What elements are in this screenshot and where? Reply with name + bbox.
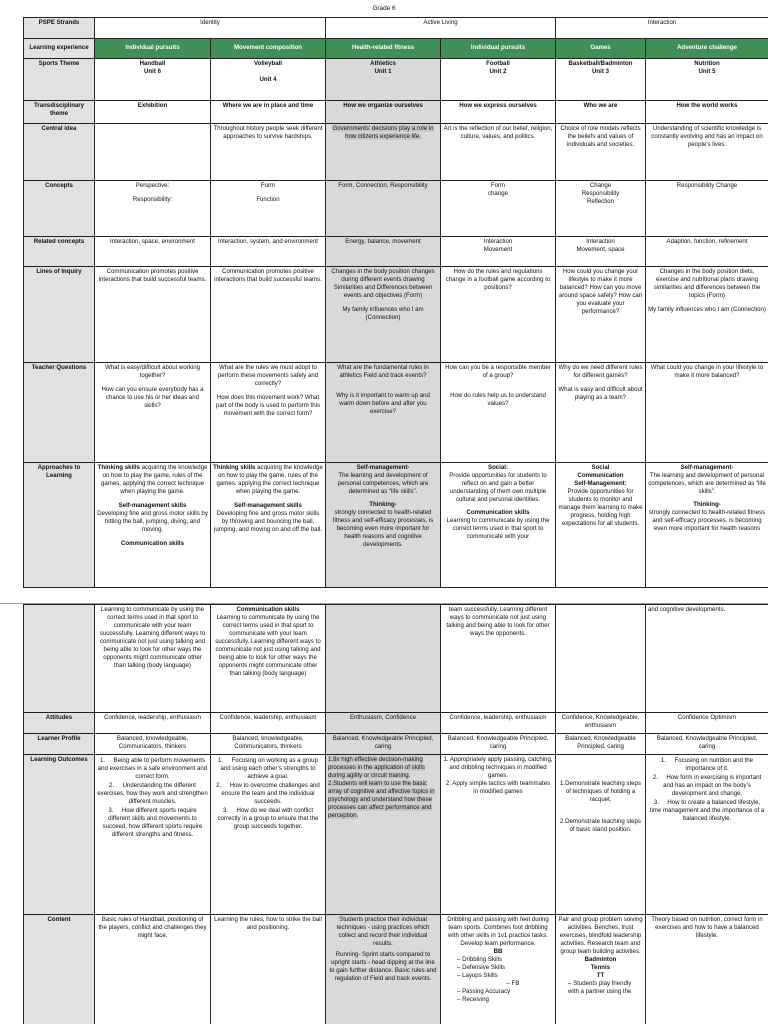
central-cell: Understanding of scientific knowledge is constantly evolving and has an impact on people’s lives. <box>646 124 768 181</box>
experience-row <box>24 39 768 59</box>
skill-heading: Social: <box>488 464 508 471</box>
outcome-item: 1. Focusing on working as a group and using each other’s strengths to achieve a goal. <box>218 757 318 781</box>
skill-text: Developing fine and gross motor skills by hitting the ball, jumping, diving, and moving. <box>97 510 208 534</box>
teacher-cell: What could you change in your lifestyle to make it more balanced? <box>646 363 768 463</box>
approaches-cont-cell: Learning to communicate by using the correct terms used in that sport to communicate with your team successfully. Learning different ways to communicate not just using talking and being able to look for other ways the opponents might communicate other than talking (body language) <box>95 605 211 713</box>
outcome-item: 2. Understanding the different exercises, how they work and strengthen different muscles. <box>97 782 208 806</box>
content-text: Students practice their individual techniques - using practices which collect and record their individual results. <box>336 916 430 948</box>
highlighted-text: 1.8x high effective decision-making processes in the application of skills during agility or circuit training. 2.Students will learn to use the basic array of cognitive and affective topics in psychology and understand how these processes can affect performance and perception. <box>328 756 435 820</box>
concepts-cell <box>95 181 211 237</box>
related-cell <box>441 237 556 267</box>
row-label-central-idea: Central idea <box>24 124 95 181</box>
row-label-lines-of-inquiry: Lines of Inquiry <box>24 267 95 363</box>
row-label-concepts: Concepts <box>24 181 95 237</box>
question-text: What is easy/difficult about working together? <box>104 364 201 380</box>
content-cell: Basic rules of Handball, positioning of the players, conflict and challenges they might face. <box>95 915 211 1024</box>
content-row <box>24 915 768 1024</box>
skill-heading: Communication <box>577 472 624 480</box>
row-label-strands: PSPE Strands <box>24 18 95 39</box>
related-line: Interaction <box>586 238 615 245</box>
inquiry-cell: Communication promotes positive interactions that build successful teams. <box>211 267 326 363</box>
transd-cell: Who we are <box>556 101 646 124</box>
skill-text: acquiring the knowledge on how to play the game, rules of the games, applying the correct technique when playing the game. <box>216 464 323 496</box>
transd-cell: Where we are in place and time <box>211 101 326 124</box>
concepts-cell <box>211 181 326 237</box>
theme-unit: Unit 5 <box>698 68 716 76</box>
related-line: Interaction <box>483 238 513 245</box>
related-cell: Adaption, function, refinement <box>646 237 768 267</box>
outcome-cell <box>326 755 441 915</box>
concept-line: Form <box>490 182 506 189</box>
question-text: How can you ensure everybody has a chance to use his or her ideas and skills? <box>101 386 204 410</box>
approaches-cell <box>326 463 441 588</box>
concepts-cell <box>556 181 646 237</box>
transd-cell: How the world works <box>646 101 768 124</box>
profile-cell: Balanced, Knowledgeable Principled, caring <box>441 734 556 755</box>
question-text: What is easy and difficult about playing as a team? <box>558 386 643 402</box>
grade-title: Grade 6 <box>372 5 396 12</box>
curriculum-table-page-two <box>23 604 768 1024</box>
content-bullet: – Passing Accuracy <box>457 988 511 996</box>
learning-outcomes-row <box>24 755 768 915</box>
central-idea-row <box>24 124 768 181</box>
central-cell <box>326 124 441 181</box>
teacher-cell <box>556 363 646 463</box>
outcome-item: 1. Being able to perform movements and exercises in a safe environment and correct form. <box>97 757 208 781</box>
attitudes-row <box>24 713 768 734</box>
inquiry-text: My family influences who I am (Connection) <box>648 306 766 314</box>
strand-active-living: Active Living <box>326 18 556 39</box>
related-cell: Interaction, system, and environment <box>211 237 326 267</box>
row-label-sports-theme: Sports Theme <box>24 59 95 101</box>
concepts-cell: Responsibility Change <box>646 181 768 237</box>
transd-cell: Exhibition <box>95 101 211 124</box>
content-subheading: TT <box>596 972 605 980</box>
experience-cell: Adventure challenge <box>646 39 768 59</box>
teacher-cell <box>211 363 326 463</box>
theme-name: Volleyball <box>254 60 282 67</box>
attitude-cell: Confidence, leadership, enthusiasm <box>95 713 211 734</box>
skill-heading: Thinking- <box>693 501 721 509</box>
experience-cell: Health-related fitness <box>326 39 441 59</box>
strands-row <box>24 18 768 39</box>
related-line: Movement, space <box>576 246 625 254</box>
inquiry-text: Changes in the body position changes during different events drawing Similarities and Differences between events and objectives (Form) <box>331 268 435 300</box>
outcome-item: 1. Focusing on nutrition and the importance of it. <box>660 757 754 773</box>
skill-heading: Social <box>591 464 610 471</box>
learner-profile-row <box>24 734 768 755</box>
theme-unit: Unit 3 <box>592 68 609 76</box>
theme-name: Basketball/Badminton <box>568 60 633 67</box>
theme-unit: Unit 4 <box>259 76 277 84</box>
outcome-cell <box>95 755 211 915</box>
related-concepts-row <box>24 237 768 267</box>
related-cell: Interaction, space, environment <box>95 237 211 267</box>
theme-name: Nutrition <box>694 60 720 67</box>
outcome-item: 3. How different sports require different skills and movements to succeed, how different sports require different strengths and fitness. <box>102 807 203 839</box>
row-label-blank <box>24 605 95 713</box>
attitude-cell: Confidence Optimism <box>646 713 768 734</box>
content-bullet: – Defensive Skills <box>457 964 506 972</box>
outcome-item: 2. Apply simple tactics with teammates in modified games <box>445 780 551 796</box>
approaches-cell <box>95 463 211 588</box>
experience-cell: Individual pursuits <box>441 39 556 59</box>
approaches-cont-cell: and cognitive developments. <box>646 605 768 713</box>
row-label-learning-outcomes: Learning Outcomes <box>24 755 95 915</box>
outcome-item: 3. How do we deal with conflict correctly in a group to ensure that the group succeeds together. <box>217 807 319 831</box>
approaches-cell <box>211 463 326 588</box>
skill-heading: Self-management- <box>680 464 734 471</box>
skill-text: acquiring the knowledge on how to play the game, rules of the games, applying the correct technique when playing the game. <box>101 464 208 496</box>
theme-unit: Unit 6 <box>144 68 161 76</box>
attitude-cell: Enthusiasm, Confidence <box>326 713 441 734</box>
concepts-row <box>24 181 768 237</box>
inquiry-cell <box>326 267 441 363</box>
content-bullet-text: Dribbling Skills <box>462 956 503 964</box>
transdisciplinary-row <box>24 101 768 124</box>
content-bullet: – FB <box>506 980 520 988</box>
approaches-cell <box>556 463 646 588</box>
content-cell <box>556 915 646 1024</box>
row-label-teacher-questions: Teacher Questions <box>24 363 95 463</box>
theme-handball <box>95 59 211 101</box>
content-cell <box>326 915 441 1024</box>
question-text: How does this movement work? What part of the body is used to perform this movement with the correct form? <box>216 394 320 418</box>
theme-football <box>441 59 556 101</box>
content-text: Running- Sprint starts compared to upright starts - head dipping at the line to gain further distance. Basic rules and regulation of Field and track events. <box>329 951 437 983</box>
approaches-continued-row <box>24 605 768 713</box>
profile-cell: Balanced, Knowledgeable Principled, caring <box>556 734 646 755</box>
concepts-cell <box>441 181 556 237</box>
content-bullet-text: Receiving <box>462 996 489 1004</box>
content-cell: Learning the rules, how to strike the ball and positioning. <box>211 915 326 1024</box>
concept-line: Change <box>589 182 612 189</box>
profile-cell: Balanced, knowledgeable, Communicators, thinkers <box>211 734 326 755</box>
skill-text: strongly connected to health-related fitness and self-efficacy processes, is becoming even more important for health reasons and cognitive developments. <box>332 509 434 549</box>
outcome-cell <box>556 755 646 915</box>
skill-heading: Communication skills <box>121 540 184 548</box>
outcome-item: 2. How form in exercising is important and has an impact on the body’s development and change. <box>652 774 762 798</box>
inquiry-cell: How could you change your lifestyle to make it more balanced? How can you move around space safely? How can you evaluate your performance? <box>556 267 646 363</box>
inquiry-cell <box>646 267 768 363</box>
approaches-cont-cell <box>326 605 441 713</box>
approaches-row <box>24 463 768 588</box>
question-text: Why is it important to warm up and warm down before and after you exercise? <box>336 392 430 416</box>
content-bullet-text: Layups Skills <box>462 972 498 980</box>
strand-identity: Identity <box>95 18 326 39</box>
content-text: Pair and group problem solving activities. Benches, trust exercises, blindfold leadership activities. Research team and group team building activities. <box>558 916 643 956</box>
related-line: Movement <box>483 246 513 254</box>
page-two <box>0 603 768 1024</box>
sports-theme-row <box>24 59 768 101</box>
content-bullet-text: Defensive Skills <box>462 964 506 972</box>
skill-heading: Self-management skills <box>234 502 302 510</box>
skill-text: Developing fine and gross motor skills by throwing and bouncing the ball, jumping, and moving on and off the ball. <box>214 510 322 534</box>
concept-line: change <box>488 190 508 198</box>
content-text: Dribbling and passing with feet during team sports. Combines foot dribbling with other skills in 1v1 practice tasks. Develop team performance. <box>447 916 549 948</box>
profile-cell: Balanced, knowledgeable, Communicators, thinkers <box>95 734 211 755</box>
theme-basketball <box>556 59 646 101</box>
skill-heading: Communication skills <box>236 606 300 613</box>
inquiry-cell: How do the rules and regulations change in a football game according to positions? <box>441 267 556 363</box>
row-label-attitudes: Attitudes <box>24 713 95 734</box>
concept-line: Perspective: <box>135 182 170 189</box>
outcome-item: 1. Appropriately apply passing, catching, and dribbling techniques in modified games. <box>443 756 553 780</box>
row-label-related-concepts: Related concepts <box>24 237 95 267</box>
skill-heading: Self-Management: <box>574 480 627 488</box>
skill-text: The learning and development of personal competences, which are determined as “life skills”. <box>648 472 766 496</box>
theme-volleyball <box>211 59 326 101</box>
teacher-cell <box>95 363 211 463</box>
theme-athletics <box>326 59 441 101</box>
question-text: What are the rules we must adopt to perform these movements safely and correctly? <box>217 364 319 388</box>
question-text: How can you be a responsible member of a group? <box>445 364 551 380</box>
content-bullet: – Receiving <box>457 996 489 1004</box>
related-cell <box>556 237 646 267</box>
outcome-item: 2. How to overcome challenges and ensure the team and the individual succeeds. <box>216 782 320 806</box>
attitude-cell: Confidence, leadership, enthusiasm <box>211 713 326 734</box>
skill-heading: Communication skills <box>466 509 530 517</box>
attitude-cell: Confidence, leadership, enthusiasm <box>441 713 556 734</box>
curriculum-table-page-one <box>23 17 768 588</box>
approaches-cell <box>441 463 556 588</box>
skill-text: strongly connected to health-related fitness and self-efficacy processes, is becoming even more important for health reasons <box>648 509 766 533</box>
skill-text: Learning to communicate by using the correct terms used in that sport to communicate with your team successfully. Learning different ways to communicate not just using talking and being able to look for other ways the opponents might communicate other than talking (body language) <box>215 614 321 678</box>
approaches-cont-cell <box>211 605 326 713</box>
outcome-item: 1.Demonstrate teaching steps of techniques of holding a racquet. <box>560 780 641 804</box>
concept-line: Function <box>256 196 280 204</box>
central-cell: Choice of role models reflects the beliefs and values of individuals and societies. <box>556 124 646 181</box>
concept-line: Responsibility: <box>132 196 173 204</box>
row-label-experience: Learning experience <box>24 39 95 59</box>
content-cell <box>441 915 556 1024</box>
inquiry-cell: Communication promotes positive interactions that build successful teams. <box>95 267 211 363</box>
content-subheading: BB <box>493 948 503 956</box>
highlighted-text: Governments’ decisions play a role in how citizens experience life. <box>332 125 434 141</box>
experience-cell: Games <box>556 39 646 59</box>
lines-of-inquiry-row <box>24 267 768 363</box>
theme-nutrition <box>646 59 768 101</box>
profile-cell: Balanced, Knowledgeable Principled, caring <box>646 734 768 755</box>
inquiry-text: My family influences who I am (Connection) <box>342 306 424 322</box>
concepts-cell: Form, Connection, Responsibility <box>326 181 441 237</box>
row-label-approaches: Approaches to Learning <box>24 463 95 588</box>
teacher-cell <box>326 363 441 463</box>
theme-unit: Unit 2 <box>489 68 507 76</box>
outcome-cell <box>646 755 768 915</box>
experience-cell: Individual pursuits <box>95 39 211 59</box>
approaches-cell <box>646 463 768 588</box>
skill-heading: Thinking- <box>369 501 397 509</box>
content-bullet: – Layups Skills <box>457 972 498 980</box>
related-cell: Energy, balance, movement <box>326 237 441 267</box>
outcome-item: 2.Demonstrate teaching steps of basic stand position. <box>560 818 641 834</box>
inquiry-text: Changes in the body position diets, exercise and nutritional plans drawing similarities and differences between the topics (Form) <box>653 268 761 300</box>
transd-cell: How we organize ourselves <box>326 101 441 124</box>
question-text: Why do we need different rules for different games? <box>558 364 643 380</box>
skill-heading: Thinking skills <box>213 464 256 471</box>
attitude-cell: Confidence, Knowledgeable, enthusiasm <box>556 713 646 734</box>
central-cell <box>95 124 211 181</box>
content-bullet: – Students play friendly with a partner using the <box>568 980 632 996</box>
approaches-cont-cell <box>556 605 646 713</box>
content-subheading: Badminton <box>584 956 617 964</box>
central-cell: Art is the reflection of our belief, religion, culture, values, and politics. <box>441 124 556 181</box>
skill-heading: Self-management- <box>356 464 410 471</box>
central-cell: Throughout history people seek different approaches to survive hardships. <box>211 124 326 181</box>
row-label-content: Content <box>24 915 95 1024</box>
profile-cell: Balanced, Knowledgeable Principled, caring <box>326 734 441 755</box>
approaches-cont-cell: team successfully. Learning different ways to communicate not just using talking and being able to look for other ways the opponents. <box>441 605 556 713</box>
content-cell: Theory based on nutrition, correct form in exercises and how to have a balanced lifestyle. <box>646 915 768 1024</box>
concept-line: Responsibility <box>581 190 620 198</box>
teacher-questions-row <box>24 363 768 463</box>
outcome-cell <box>441 755 556 915</box>
question-text: What are the fundamental rules in athletics Field and track events? <box>337 364 429 380</box>
content-bullet-text: Passing Accuracy <box>462 988 511 996</box>
concept-line: Reflection <box>586 198 615 206</box>
skill-heading: Self-management skills <box>118 502 187 510</box>
question-text: How do rules help us to understand values? <box>450 392 546 408</box>
row-label-transdisciplinary: Transdisciplinary theme <box>24 101 95 124</box>
skill-text: Provide opportunities for students to reflect on and gain a better understanding of them own multiple cultural and personal identities. <box>449 472 547 504</box>
content-bullet: – Dribbling Skills <box>457 956 503 964</box>
strand-interaction: Interaction <box>556 18 768 39</box>
skill-text: Provide opportunities for students to monitor and manage them learning to make progress, holding high expectations for all students. <box>558 488 643 528</box>
content-subheading: Tennis <box>590 964 611 972</box>
skill-heading: Thinking skills <box>97 464 140 471</box>
theme-name: Handball <box>139 60 166 67</box>
theme-unit: Unit 1 <box>374 68 392 76</box>
content-bullet-text: Students play friendly with a partner using the <box>568 980 632 996</box>
content-bullet-text: FB <box>511 980 520 988</box>
theme-name: Football <box>486 60 510 67</box>
skill-text: The learning and development of personal competences, which are determined as “life skills”. <box>337 472 429 496</box>
experience-cell: Movement composition <box>211 39 326 59</box>
theme-name: Athletics <box>370 60 396 67</box>
teacher-cell <box>441 363 556 463</box>
transd-cell: How we express ourselves <box>441 101 556 124</box>
row-label-learner-profile: Learner Profile <box>24 734 95 755</box>
outcome-cell <box>211 755 326 915</box>
concept-line: Form <box>260 182 276 189</box>
outcome-item: 3. How to create a balanced lifestyle, time management and the importance of a balanced lifestyle. <box>649 799 765 823</box>
skill-text: Learning to communicate by using the correct terms used in that sport to communicate with your <box>446 517 550 541</box>
